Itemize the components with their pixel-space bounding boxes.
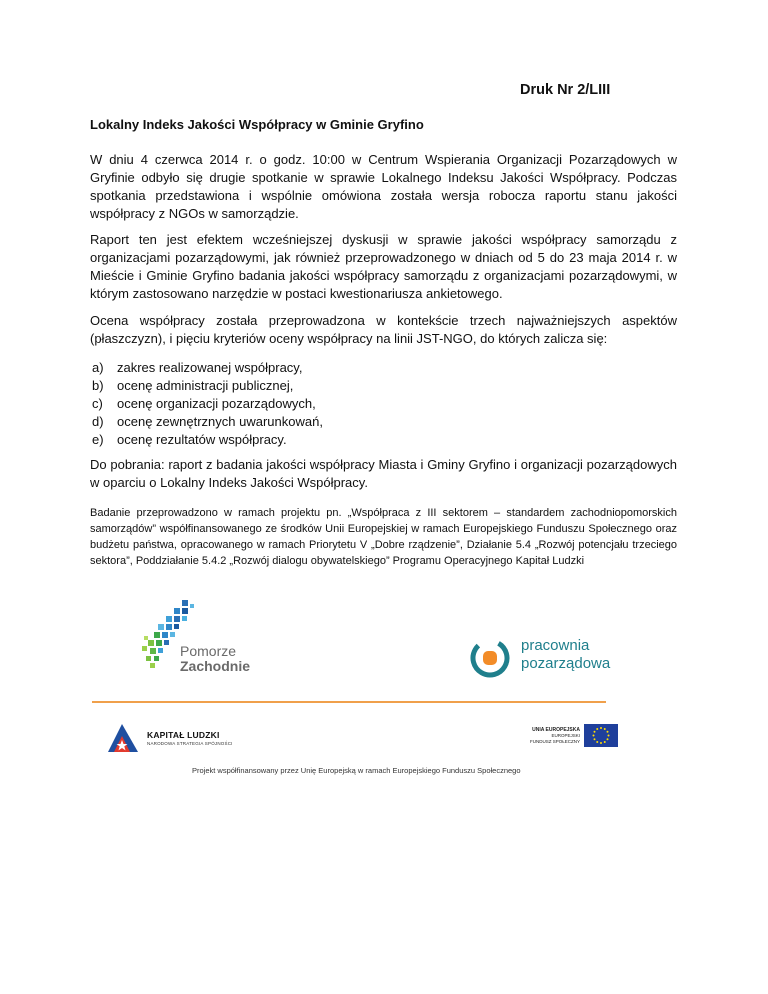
list-item-text: zakres realizowanej współpracy,	[117, 360, 303, 375]
list-item-text: ocenę organizacji pozarządowych,	[117, 396, 316, 411]
paragraph-project-info: Badanie przeprowadzono w ramach projektu pn. „Współpraca z III sektorem – standardem zachodniopomorskich samorządów” współfinansowanego ze środków Unii Europejskiej w ramach Europejskiego Funduszu Społecznego oraz budżetu państwa, opracowanego w ramach Priorytetu V „Dobre rządzenie”, Działanie 5.4 „Rozwój potencjału trzeciego sektora”, Poddziałanie 5.4.2 „Rozwój dialogu obywatelskiego” Programu Operacyjnego Kapitał Ludzki	[90, 507, 677, 567]
kapital-ludzki-subtitle: NARODOWA STRATEGIA SPÓJNOŚCI	[147, 741, 233, 746]
logo-text-line: pozarządowa	[521, 655, 611, 672]
paragraph-meeting: W dniu 4 czerwca 2014 r. o godz. 10:00 w Centrum Wspierania Organizacji Pozarządowych w Gryfinie odbyło się drugie spotkanie w sprawie Lokalnego Indeksu Jakości Współpracy. Podczas spotkania przedstawiona i wspólnie omówiona została wersja robocza raportu stanu jakości współpracy z NGOs w samorządzie.	[90, 152, 677, 221]
list-item-text: ocenę rezultatów współpracy.	[117, 432, 287, 447]
list-marker: b)	[92, 378, 104, 393]
eu-fund-label	[518, 727, 580, 745]
logo-text-line: Zachodnie	[180, 658, 251, 674]
kapital-ludzki-logo-icon	[106, 722, 140, 754]
footer-cofinancing-note: Projekt współfinansowany przez Unię Europejską w ramach Europejskiego Funduszu Społecznego	[192, 766, 521, 775]
pracownia-pozarzadowa-logo-icon	[470, 638, 510, 678]
eu-label-line: FUNDUSZ SPOŁECZNY	[529, 739, 580, 744]
eu-flag-icon	[584, 724, 618, 747]
pracownia-pozarzadowa-wordmark	[521, 637, 610, 673]
list-item-text: ocenę administracji publicznej,	[117, 378, 294, 393]
eu-label-line: UNIA EUROPEJSKA	[532, 727, 580, 733]
paragraph-evaluation: Ocena współpracy została przeprowadzona w kontekście trzech najważniejszych aspektów (płaszczyzn), i pięciu kryteriów oceny współpracy na linii JST-NGO, do których zalicza się:	[90, 313, 677, 346]
kapital-ludzki-name: KAPITAŁ LUDZKI	[147, 730, 220, 740]
paragraph-report: Raport ten jest efektem wcześniejszej dyskusji w sprawie jakości współpracy samorządu z organizacjami pozarządowymi, jak również przeprowadzonego w dniach od 5 do 23 maja 2014 r. w Mieście i Gminie Gryfino badania jakości współpracy samorządu z organizacjami pozarządowymi, w którym zastosowano narzędzie w postaci kwestionariusza ankietowego.	[90, 232, 677, 301]
paragraph-download: Do pobrania: raport z badania jakości współpracy Miasta i Gminy Gryfino i organizacji pozarządowych w oparciu o Lokalny Indeks Jakości Współpracy.	[90, 457, 677, 490]
list-item-text: ocenę zewnętrznych uwarunkowań,	[117, 414, 323, 429]
document-number: Druk Nr 2/LIII	[520, 82, 611, 98]
list-item	[90, 359, 680, 377]
divider-line	[92, 701, 606, 703]
list-item	[90, 413, 680, 431]
logo-text-line: pracownia	[521, 637, 590, 654]
list-marker: c)	[92, 396, 103, 411]
list-item	[90, 395, 680, 413]
list-item	[90, 377, 680, 395]
pomorze-zachodnie-wordmark	[180, 644, 250, 674]
logo-text-line: Pomorze	[180, 643, 237, 659]
eu-label-line: EUROPEJSKI	[551, 733, 580, 738]
list-item	[90, 431, 680, 449]
criteria-list	[90, 359, 680, 449]
document-title: Lokalny Indeks Jakości Współpracy w Gminie Gryfino	[90, 117, 424, 132]
list-marker: a)	[92, 360, 104, 375]
list-marker: d)	[92, 414, 104, 429]
list-marker: e)	[92, 432, 104, 447]
